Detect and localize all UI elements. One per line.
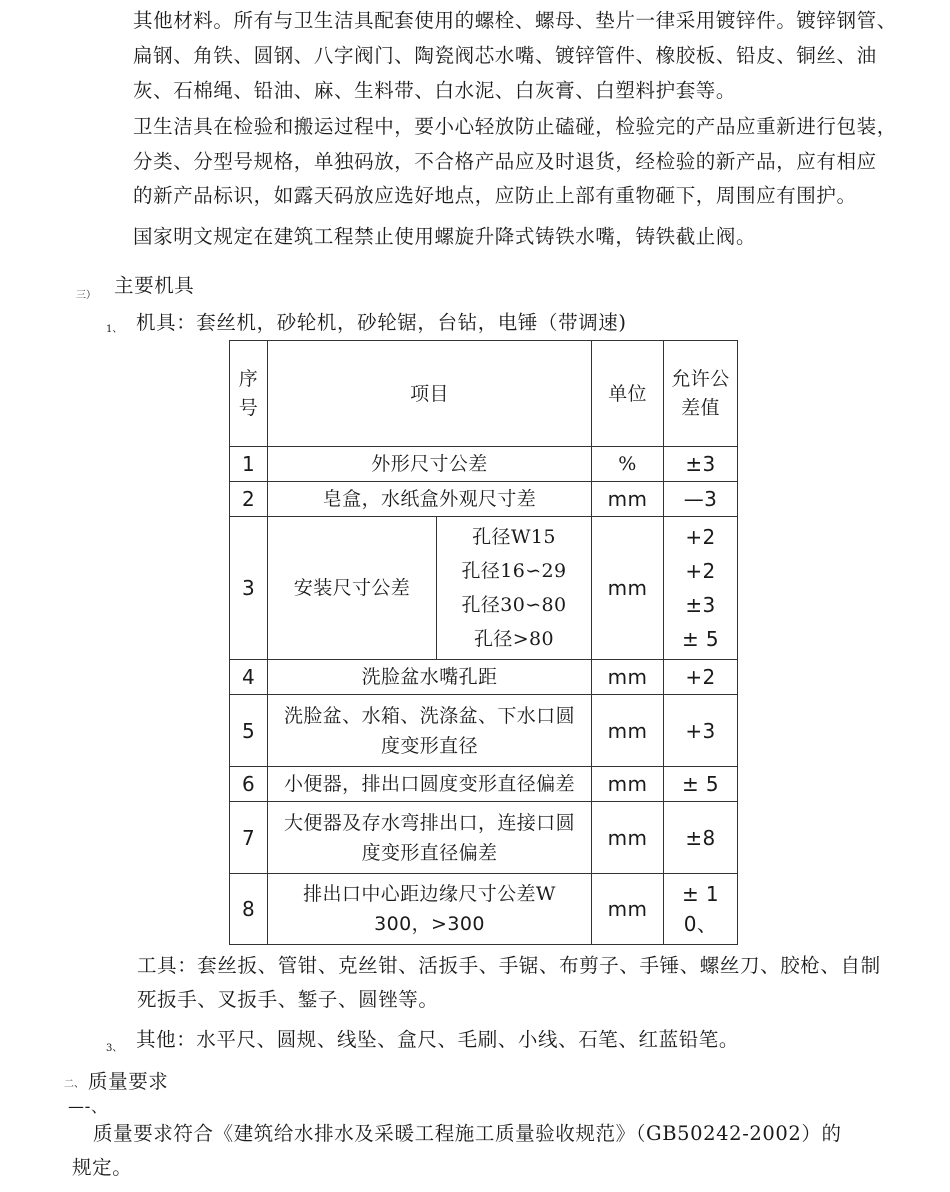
paragraph-line: 其他材料。所有与卫生洁具配套使用的螺栓、螺母、垫片一律采用镀锌件。镀锌钢管、 bbox=[133, 9, 897, 32]
table-row bbox=[230, 482, 738, 517]
cell-item: 皂盒，水纸盒外观尺寸差 bbox=[268, 482, 592, 517]
list-item-text: 其他：水平尺、圆规、线坠、盒尺、毛刷、小线、石笔、红蓝铅笔。 bbox=[136, 1028, 740, 1051]
subsection-marker: —-、 bbox=[68, 1097, 108, 1116]
table-row bbox=[230, 874, 738, 945]
cell-seq: 4 bbox=[230, 660, 268, 695]
section-marker: 二、 bbox=[64, 1079, 84, 1090]
cell-unit: mm bbox=[592, 874, 664, 945]
cell-unit: mm bbox=[592, 482, 664, 517]
tolerance-table bbox=[229, 340, 738, 945]
header-unit: 单位 bbox=[592, 341, 664, 447]
paragraph-line: 死扳手、叉扳手、錾子、圆锉等。 bbox=[137, 988, 439, 1011]
header-item: 项目 bbox=[268, 341, 592, 447]
cell-seq: 3 bbox=[230, 517, 268, 660]
cell-seq: 6 bbox=[230, 767, 268, 802]
cell-item: 洗脸盆、水箱、洗涤盆、下水口圆 度变形直径 bbox=[268, 695, 592, 767]
cell-unit: mm bbox=[592, 767, 664, 802]
cell-seq: 7 bbox=[230, 802, 268, 874]
paragraph-line: 国家明文规定在建筑工程禁止使用螺旋升降式铸铁水嘴，铸铁截止阀。 bbox=[133, 225, 757, 248]
cell-unit: mm bbox=[592, 660, 664, 695]
section-title: 主要机具 bbox=[114, 274, 195, 297]
table-row bbox=[230, 660, 738, 695]
cell-tolerance: +2 +2 ±3 ± 5 bbox=[664, 517, 738, 660]
cell-seq: 5 bbox=[230, 695, 268, 767]
table-row bbox=[230, 517, 738, 660]
list-marker: 1、 bbox=[106, 324, 123, 335]
cell-unit: mm bbox=[592, 517, 664, 660]
cell-tolerance: —3 bbox=[664, 482, 738, 517]
cell-item: 安装尺寸公差 bbox=[268, 517, 437, 660]
table-row bbox=[230, 802, 738, 874]
paragraph-line: 灰、石棉绳、铅油、麻、生料带、白水泥、白灰膏、白塑料护套等。 bbox=[133, 79, 737, 102]
table-row bbox=[230, 767, 738, 802]
cell-unit: mm bbox=[592, 695, 664, 767]
table-header-row bbox=[230, 341, 738, 447]
cell-tolerance: ±8 bbox=[664, 802, 738, 874]
header-seq: 序 号 bbox=[230, 341, 268, 447]
paragraph-line: 分类、分型号规格，单独码放，不合格产品应及时退货，经检验的新产品，应有相应 bbox=[133, 150, 877, 173]
cell-tolerance: ± 1 0、 bbox=[664, 874, 738, 945]
paragraph-line: 规定。 bbox=[72, 1156, 133, 1179]
cell-item: 外形尺寸公差 bbox=[268, 447, 592, 482]
list-marker: 3、 bbox=[106, 1043, 123, 1054]
paragraph-line: 质量要求符合《建筑给水排水及采暖工程施工质量验收规范》（GB50242-2002）的 bbox=[93, 1122, 842, 1145]
table-row bbox=[230, 695, 738, 767]
cell-item: 小便器，排出口圆度变形直径偏差 bbox=[268, 767, 592, 802]
section-title: 质量要求 bbox=[88, 1070, 169, 1093]
paragraph-line: 工具：套丝扳、管钳、克丝钳、活扳手、手锯、布剪子、手锤、螺丝刀、胶枪、自制 bbox=[137, 954, 881, 977]
header-tolerance: 允许公 差值 bbox=[664, 341, 738, 447]
table-row bbox=[230, 447, 738, 482]
paragraph-line: 卫生洁具在检验和搬运过程中，要小心轻放防止磕碰，检验完的产品应重新进行包装， bbox=[133, 115, 897, 138]
cell-seq: 1 bbox=[230, 447, 268, 482]
cell-tolerance: ± 5 bbox=[664, 767, 738, 802]
cell-tolerance: +2 bbox=[664, 660, 738, 695]
cell-item: 洗脸盆水嘴孔距 bbox=[268, 660, 592, 695]
cell-tolerance: ±3 bbox=[664, 447, 738, 482]
list-item-text: 机具：套丝机，砂轮机，砂轮锯，台钻，电锤（带调速) bbox=[136, 311, 627, 334]
section-marker: 三） bbox=[76, 290, 96, 301]
cell-item: 排出口中心距边缘尺寸公差W 300，>300 bbox=[268, 874, 592, 945]
cell-sub-items: 孔径W15 孔径16∽29 孔径30∽80 孔径>80 bbox=[437, 517, 592, 660]
cell-seq: 8 bbox=[230, 874, 268, 945]
cell-item: 大便器及存水弯排出口，连接口圆 度变形直径偏差 bbox=[268, 802, 592, 874]
paragraph-line: 的新产品标识，如露天码放应选好地点，应防止上部有重物砸下，周围应有围护。 bbox=[133, 184, 857, 207]
cell-tolerance: +3 bbox=[664, 695, 738, 767]
cell-unit: % bbox=[592, 447, 664, 482]
cell-unit: mm bbox=[592, 802, 664, 874]
paragraph-line: 扁钢、角铁、圆钢、八字阀门、陶瓷阀芯水嘴、镀锌管件、橡胶板、铅皮、铜丝、油 bbox=[133, 44, 877, 67]
cell-seq: 2 bbox=[230, 482, 268, 517]
